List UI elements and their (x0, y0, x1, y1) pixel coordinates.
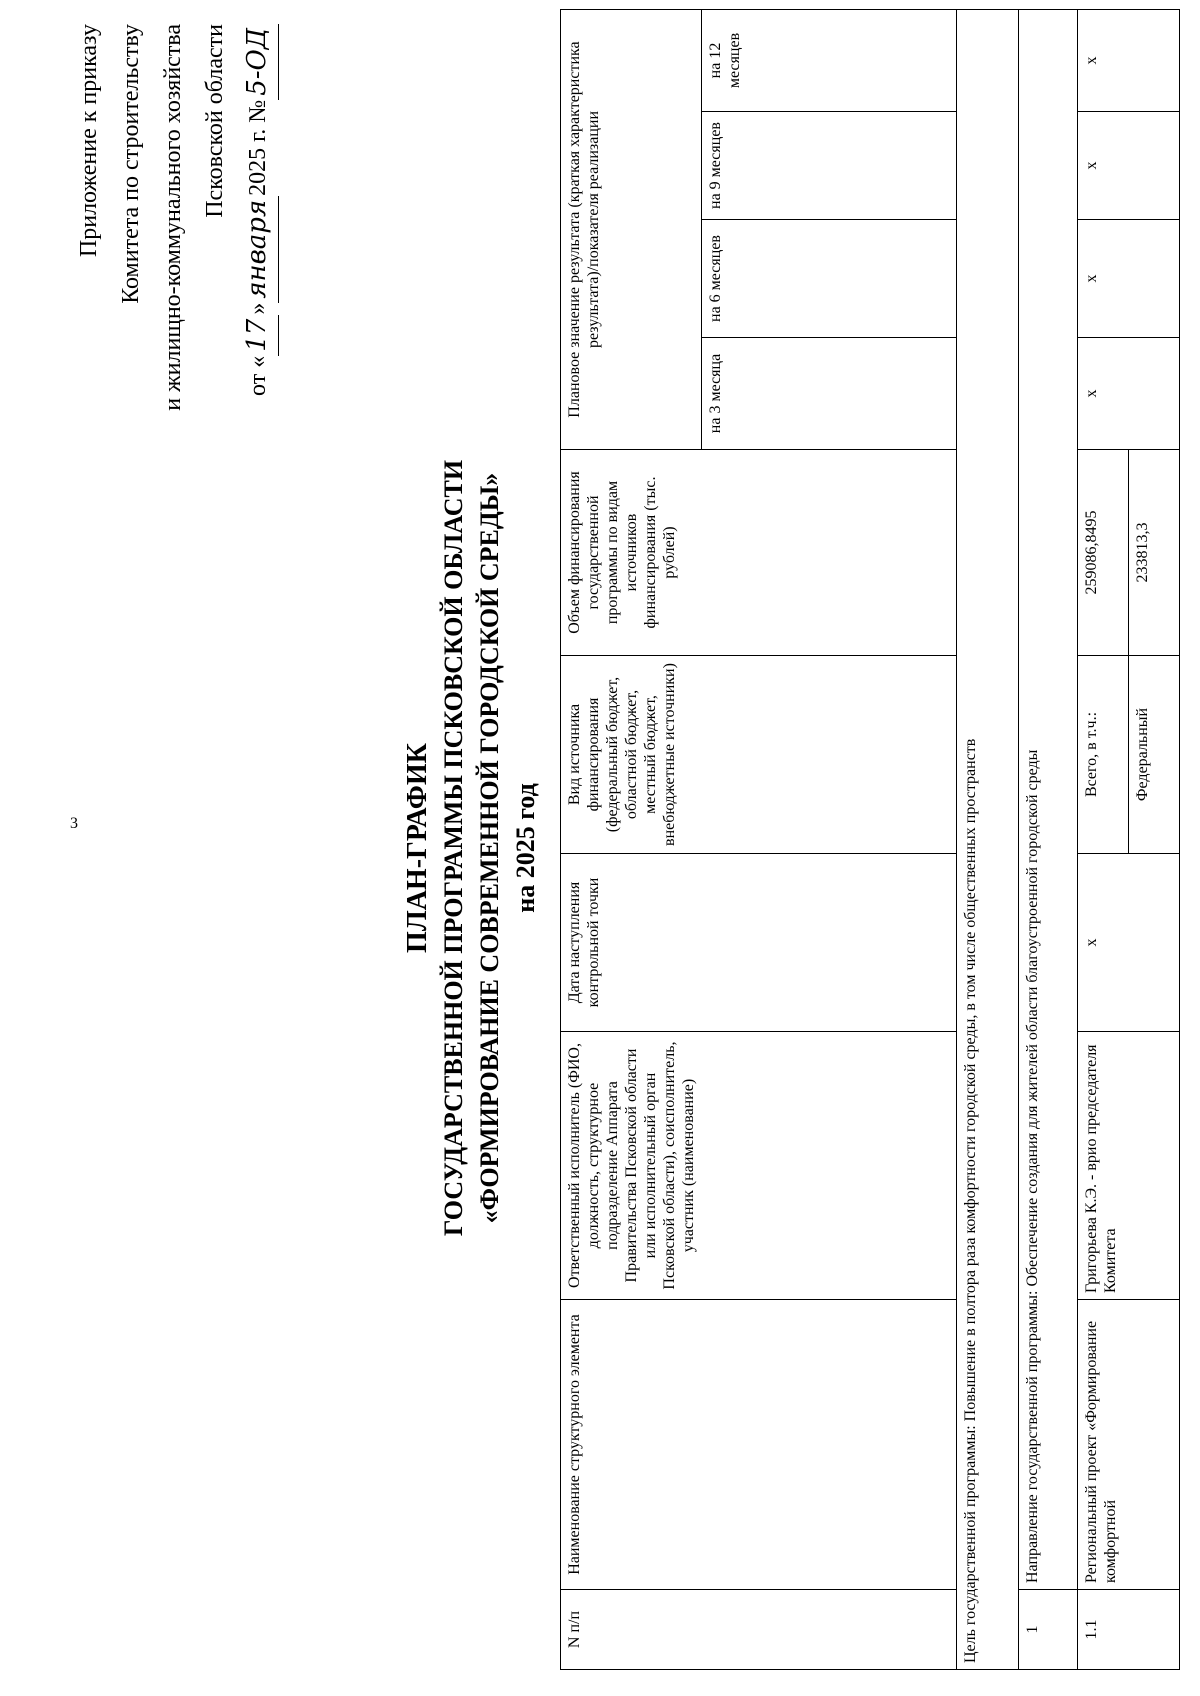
row-date: x (1077, 854, 1179, 1032)
approval-line-4: Псковской области (202, 24, 228, 218)
approval-date-line (236, 24, 279, 744)
row-volume-federal: 233813,3 (1128, 450, 1179, 656)
approval-line-3: и жилищно-коммунального хозяйства (160, 24, 186, 411)
title-line-4: на 2025 год (511, 783, 540, 913)
header-m12: на 12 месяцев (701, 10, 957, 112)
direction-text: Направление государственной программы: Обеспечение создания для жителей области благоустроенной городской среды (1018, 10, 1077, 1590)
header-row-1 (561, 10, 702, 1670)
title-line-2: ГОСУДАРСТВЕННОЙ ПРОГРАММЫ ПСКОВСКОЙ ОБЛАСТИ (439, 459, 468, 1237)
row-responsible: Григорьева К.Э. - врио председателя Комитета (1077, 1032, 1179, 1300)
approval-line-2: Комитета по строительству (118, 24, 144, 304)
date-year: 2025 г. № (245, 99, 271, 196)
row-source-federal: Федеральный (1128, 656, 1179, 854)
header-date: Дата наступления контрольной точки (561, 854, 957, 1032)
header-responsible: Ответственный исполнитель (ФИО, должность, структурное подразделение Аппарата Правительства Псковской области или исполнительный орган Псковской области), соисполнитель, участник (наименование) (561, 1032, 957, 1300)
row-m6: x (1077, 220, 1179, 338)
row-m9: x (1077, 112, 1179, 220)
approval-block (68, 24, 279, 744)
direction-num: 1 (1018, 1590, 1077, 1670)
approval-line-1: Приложение к приказу (76, 24, 102, 258)
row-m3: x (1077, 338, 1179, 450)
date-month: января (236, 196, 279, 303)
goal-text: Цель государственной программы: Повышение в полтора раза комфортности городской среды, в том числе общественных пространств (957, 10, 1018, 1670)
header-volume: Объем финансирования государственной программы по видам источников финансирования (тыс. рублей) (561, 450, 957, 656)
header-planned: Плановое значение результата (краткая характеристика результата)/показателя реализации (561, 10, 702, 450)
row-num: 1.1 (1077, 1590, 1179, 1670)
title-line-1: ПЛАН-ГРАФИК (402, 743, 433, 953)
title-line-3: «ФОРМИРОВАНИЕ СОВРЕМЕННОЙ ГОРОДСКОЙ СРЕДЫ» (475, 472, 504, 1224)
header-m6: на 6 месяцев (701, 220, 957, 338)
row-source-total: Всего, в т.ч.: (1077, 656, 1128, 854)
doc-number: 5-ОД (236, 24, 279, 100)
row-name: Региональный проект «Формирование комфортной (1077, 1300, 1179, 1590)
table-row (1077, 10, 1128, 1670)
header-source: Вид источника финансирования (федеральный бюджет, областной бюджет, местный бюджет, внебюджетные источники) (561, 656, 957, 854)
plan-schedule-table (560, 9, 1180, 1670)
goal-row (957, 10, 1018, 1670)
document-title (400, 0, 544, 1696)
direction-row (1018, 10, 1077, 1670)
header-m9: на 9 месяцев (701, 112, 957, 220)
date-day: 17 (236, 315, 279, 356)
page-number: 3 (70, 815, 78, 832)
header-name: Наименование структурного элемента (561, 1300, 957, 1590)
date-mid: » (245, 302, 271, 315)
row-m12: x (1077, 10, 1179, 112)
date-prefix: от « (245, 355, 271, 396)
row-volume-total: 259086,8495 (1077, 450, 1128, 656)
header-num: N п/п (561, 1590, 957, 1670)
header-m3: на 3 месяца (701, 338, 957, 450)
